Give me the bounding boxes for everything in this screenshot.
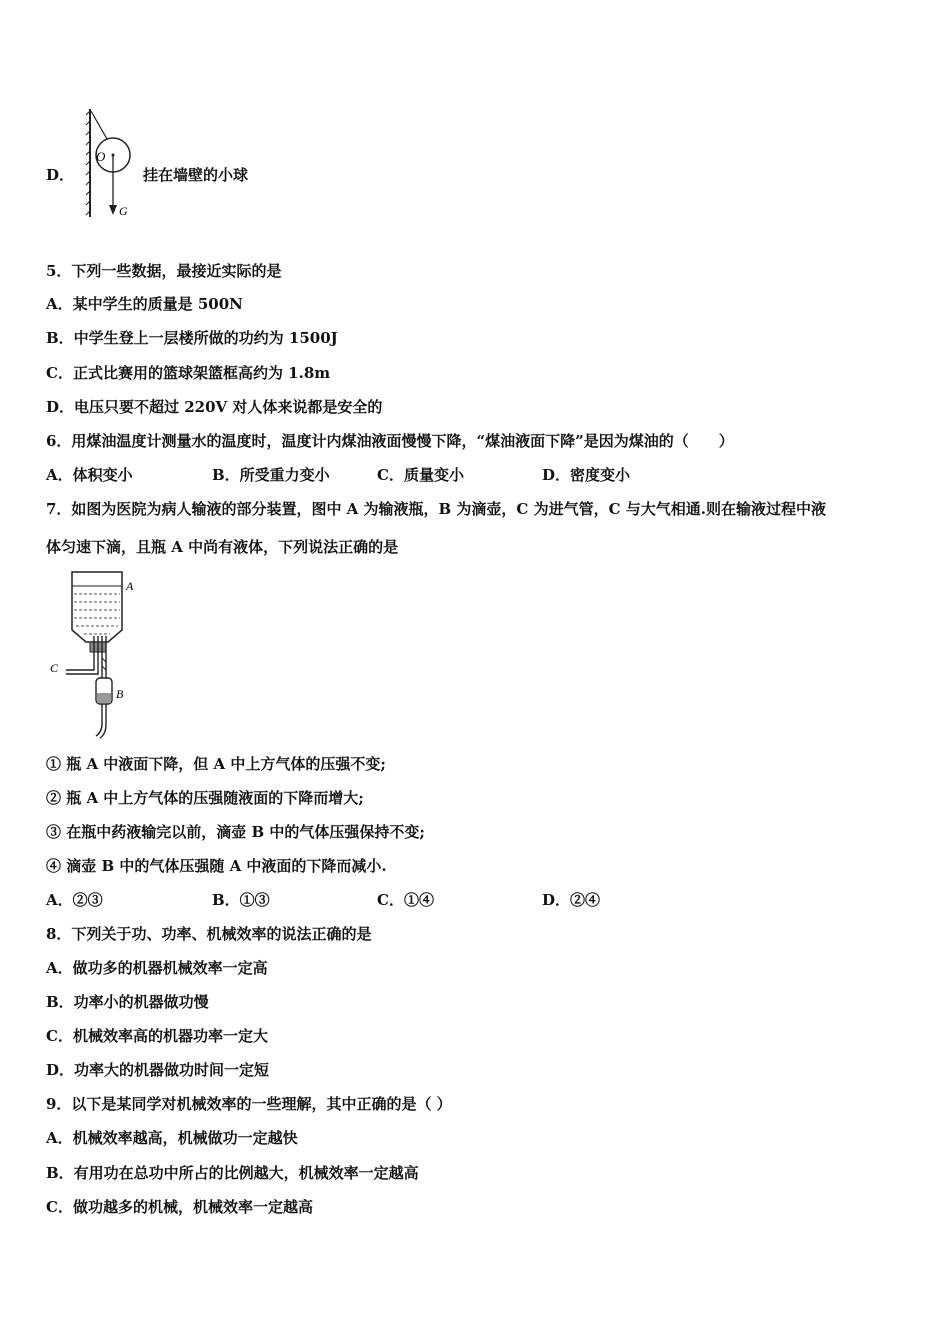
q4-option-d-letter: D． [46,166,75,184]
q9-option-c: C．做功越多的机械，机械效率一定越高 [46,1198,313,1216]
q6-option-a: A．体积变小 [46,466,133,484]
q5-option-c: C．正式比赛用的篮球架篮框高约为 1.8m [46,364,331,382]
q7-statement-2: ② 瓶 A 中上方气体的压强随液面的下降而增大; [46,789,364,807]
q8-option-b: B．功率小的机器做功慢 [46,993,209,1011]
q5-option-a: A．某中学生的质量是 500N [46,295,243,313]
q9-option-b: B．有用功在总功中所占的比例越大，机械效率一定越高 [46,1164,419,1182]
q6-option-d: D．密度变小 [542,466,631,484]
q8-stem: 8．下列关于功、功率、机械效率的说法正确的是 [46,925,372,943]
q7-option-c: C．①④ [377,891,434,909]
figure-label-a: A [126,579,134,593]
q7-option-d: D．②④ [542,891,601,909]
q6-option-c: C．质量变小 [377,466,464,484]
q7-stem-line1: 7．如图为医院为病人输液的部分装置，图中 A 为输液瓶，B 为滴壶，C 为进气管，C 与大气相通.则在输液过程中液 [46,500,826,518]
q5-option-d: D．电压只要不超过 220V 对人体来说都是安全的 [46,398,383,416]
figure-label-b: B [116,687,124,701]
q6-stem: 6．用煤油温度计测量水的温度时，温度计内煤油液面慢慢下降，“煤油液面下降”是因为煤油的（ ） [46,432,734,450]
q5-option-b: B．中学生登上一层楼所做的功约为 1500J [46,329,338,347]
q7-option-a: A．②③ [46,891,103,909]
q8-option-c: C．机械效率高的机器功率一定大 [46,1027,268,1045]
figure-label-o: O [96,149,106,164]
q9-stem: 9．以下是某同学对机械效率的一些理解，其中正确的是（ ） [46,1095,452,1113]
hanging-ball-figure [80,105,140,223]
q7-option-b: B．①③ [212,891,270,909]
q7-statement-1: ① 瓶 A 中液面下降，但 A 中上方气体的压强不变; [46,755,386,773]
q8-option-d: D．功率大的机器做功时间一定短 [46,1061,270,1079]
infusion-figure [44,566,144,740]
q7-statement-4: ④ 滴壶 B 中的气体压强随 A 中液面的下降而减小. [46,857,387,875]
q5-stem: 5．下列一些数据，最接近实际的是 [46,262,282,280]
q4-option-d-text: 挂在墙壁的小球 [143,166,249,184]
q9-option-a: A．机械效率越高，机械做功一定越快 [46,1129,298,1147]
figure-label-g: G [119,204,128,218]
q8-option-a: A．做功多的机器机械效率一定高 [46,959,268,977]
q7-stem-line2: 体匀速下滴，且瓶 A 中尚有液体，下列说法正确的是 [46,538,399,556]
q6-option-b: B．所受重力变小 [212,466,330,484]
q7-statement-3: ③ 在瓶中药液输完以前，滴壶 B 中的气体压强保持不变; [46,823,425,841]
figure-label-c: C [50,661,59,675]
